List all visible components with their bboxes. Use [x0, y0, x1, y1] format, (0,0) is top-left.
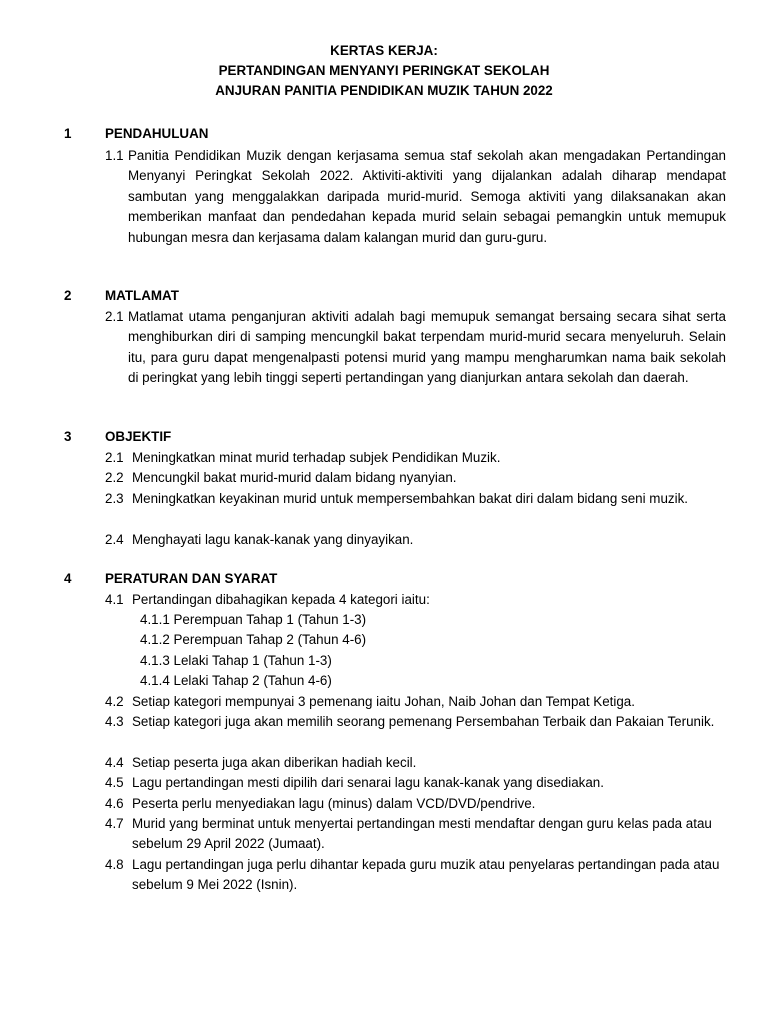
item-text: Setiap peserta juga akan diberikan hadiah kecil. — [132, 755, 417, 770]
section-1-heading: PENDAHULUAN — [105, 126, 209, 141]
category-item: 4.1.2 Perempuan Tahap 2 (Tahun 4-6) — [140, 632, 367, 647]
doc-title-line-1: KERTAS KERJA: — [330, 43, 438, 58]
item-number: 2.3 — [105, 491, 124, 506]
item-number: 4.5 — [105, 775, 124, 790]
objective-item — [105, 448, 730, 468]
rule-item — [105, 712, 730, 732]
item-number: 2.2 — [105, 470, 124, 485]
section-4-heading: PERATURAN DAN SYARAT — [105, 571, 278, 586]
doc-title-line-3: ANJURAN PANITIA PENDIDIKAN MUZIK TAHUN 2022 — [215, 83, 553, 98]
section-2-number: 2 — [64, 288, 72, 303]
item-number: 4.2 — [105, 694, 124, 709]
item-text: Lagu pertandingan juga perlu dihantar kepada guru muzik atau penyelaras pertandingan pada atau sebelum 9 Mei 2022 (Isnin). — [132, 857, 720, 893]
rule-item — [105, 692, 730, 712]
paragraph-2-1 — [105, 307, 726, 389]
item-text: Matlamat utama penganjuran aktiviti adalah bagi memupuk semangat bersaing secara sihat serta menghiburkan diri di samping mencungkil bakat terpendam murid-murid secara menyeluruh. Selain itu, para guru dapat mengenalpasti potensi murid yang mampu mengharumkan nama baik sekolah di peringkat yang lebih tinggi seperti pertandingan yang dianjurkan antara sekolah dan daerah. — [128, 309, 726, 386]
rule-item — [105, 855, 730, 896]
item-text: Lagu pertandingan mesti dipilih dari senarai lagu kanak-kanak yang disediakan. — [132, 775, 604, 790]
category-item: 4.1.3 Lelaki Tahap 1 (Tahun 1-3) — [140, 653, 332, 668]
item-text: Menghayati lagu kanak-kanak yang dinyayikan. — [132, 532, 414, 547]
item-text: Meningkatkan minat murid terhadap subjek Pendidikan Muzik. — [132, 450, 501, 465]
rule-item — [105, 590, 730, 610]
section-1-number: 1 — [64, 126, 72, 141]
doc-title-line-2: PERTANDINGAN MENYANYI PERINGKAT SEKOLAH — [218, 63, 550, 78]
objective-item — [105, 468, 730, 488]
item-text: Peserta perlu menyediakan lagu (minus) dalam VCD/DVD/pendrive. — [132, 796, 536, 811]
objective-item — [105, 530, 730, 550]
item-number: 2.1 — [105, 309, 124, 324]
section-3-number: 3 — [64, 429, 72, 444]
item-number: 4.6 — [105, 796, 124, 811]
rule-item — [105, 753, 730, 773]
item-text: Setiap kategori mempunyai 3 pemenang iaitu Johan, Naib Johan dan Tempat Ketiga. — [132, 694, 635, 709]
item-text: Pertandingan dibahagikan kepada 4 kategori iaitu: — [132, 592, 430, 607]
section-2-heading: MATLAMAT — [105, 288, 179, 303]
objective-item — [105, 489, 730, 509]
item-number: 4.1 — [105, 592, 124, 607]
item-text: Meningkatkan keyakinan murid untuk mempersembahkan bakat diri dalam bidang seni muzik. — [132, 491, 688, 506]
item-number: 4.7 — [105, 816, 124, 831]
section-4-number: 4 — [64, 571, 72, 586]
rule-item — [105, 794, 730, 814]
item-number: 2.1 — [105, 450, 124, 465]
item-text: Murid yang berminat untuk menyertai pertandingan mesti mendaftar dengan guru kelas pada atau sebelum 29 April 2022 (Jumaat). — [132, 816, 712, 852]
item-text: Setiap kategori juga akan memilih seorang pemenang Persembahan Terbaik dan Pakaian Terunik. — [132, 714, 715, 729]
item-number: 4.3 — [105, 714, 124, 729]
item-text: Mencungkil bakat murid-murid dalam bidang nyanyian. — [132, 470, 457, 485]
item-number: 4.4 — [105, 755, 124, 770]
item-number: 4.8 — [105, 857, 124, 872]
category-item: 4.1.1 Perempuan Tahap 1 (Tahun 1-3) — [140, 612, 367, 627]
item-text: Panitia Pendidikan Muzik dengan kerjasama semua staf sekolah akan mengadakan Pertandingan Menyanyi Peringkat Sekolah 2022. Aktiviti-aktiviti yang dijalankan adalah diharap mendapat sambutan yang menggalakkan daripada murid-murid. Semoga aktiviti yang dilaksanakan akan memberikan manfaat dan pendedahan kepada murid selain sebagai pemangkin untuk memupuk hubungan mesra dan kerjasama dalam kalangan murid dan guru-guru. — [128, 148, 726, 245]
rule-item — [105, 773, 730, 793]
item-number: 2.4 — [105, 532, 124, 547]
rule-item — [105, 814, 730, 855]
item-number: 1.1 — [105, 148, 124, 163]
paragraph-1-1 — [105, 146, 726, 248]
section-3-heading: OBJEKTIF — [105, 429, 172, 444]
category-item: 4.1.4 Lelaki Tahap 2 (Tahun 4-6) — [140, 673, 332, 688]
